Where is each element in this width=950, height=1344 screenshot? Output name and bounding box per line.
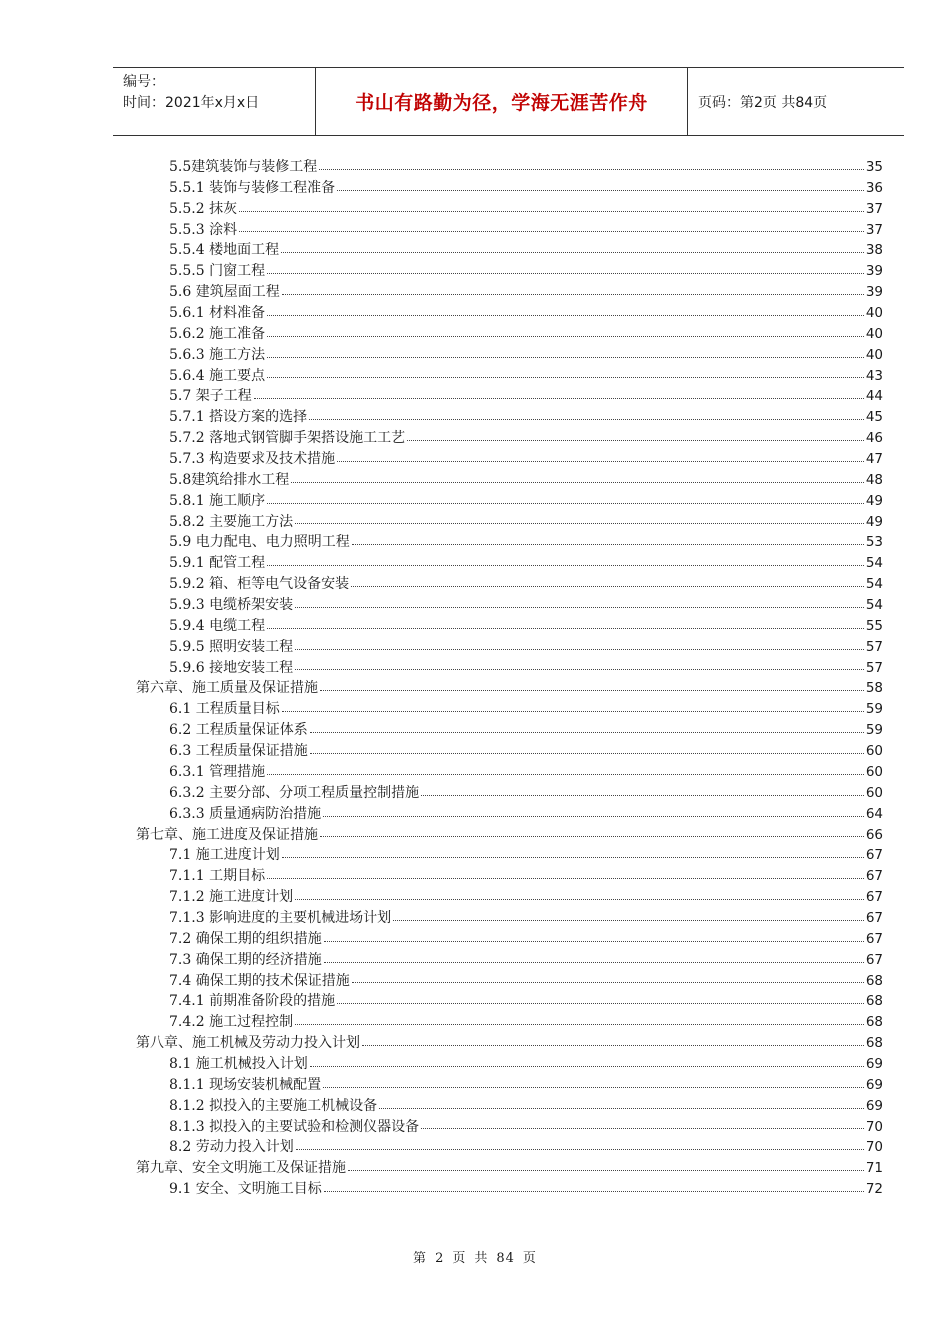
- toc-dot-leader: [319, 168, 864, 170]
- toc-entry[interactable]: [113, 845, 883, 866]
- toc-chapter-entry[interactable]: [113, 825, 883, 846]
- time-label: 时间：2021年x月x日: [123, 95, 260, 111]
- toc-entry-title: 9.1 安全、文明施工目标: [169, 1181, 322, 1198]
- toc-page-number: 49: [865, 513, 883, 530]
- toc-dot-leader: [352, 981, 864, 983]
- toc-dot-leader: [296, 1148, 864, 1150]
- toc-entry-title: 5.9.5 照明安装工程: [169, 638, 294, 655]
- toc-entry-title: 8.1.1 现场安装机械配置: [169, 1076, 322, 1093]
- toc-page-number: 55: [865, 617, 883, 634]
- toc-page-number: 48: [865, 471, 883, 488]
- toc-entry[interactable]: [113, 220, 883, 241]
- toc-entry-title: 5.6.4 施工要点: [169, 367, 266, 384]
- toc-entry-title: 5.5建筑装饰与装修工程: [169, 159, 318, 175]
- toc-page-number: 43: [865, 367, 883, 384]
- toc-page-number: 68: [865, 1014, 883, 1031]
- toc-entry-title: 5.9.2 箱、柜等电气设备安装: [169, 576, 350, 593]
- toc-entry[interactable]: [113, 720, 883, 741]
- toc-entry-title: 8.2 劳动力投入计划: [169, 1139, 294, 1156]
- toc-entry-title: 6.3.2 主要分部、分项工程质量控制措施: [169, 784, 420, 801]
- toc-entry[interactable]: [113, 1179, 883, 1200]
- toc-page-number: 40: [865, 305, 883, 322]
- toc-entry-title: 第八章、施工机械及劳动力投入计划: [136, 1035, 360, 1052]
- toc-page-number: 59: [865, 701, 883, 718]
- toc-dot-leader: [267, 627, 864, 629]
- toc-page-number: 49: [865, 492, 883, 509]
- toc-entry[interactable]: [113, 449, 883, 470]
- toc-entry-title: 第九章、安全文明施工及保证措施: [136, 1160, 346, 1177]
- toc-dot-leader: [337, 189, 864, 191]
- toc-entry-title: 5.7.2 落地式钢管脚手架搭设施工工艺: [169, 430, 406, 447]
- toc-entry-title: 5.9.3 电缆桥架安装: [169, 597, 294, 614]
- toc-page-number: 37: [865, 200, 883, 217]
- toc-page-number: 67: [865, 868, 883, 885]
- toc-page-number: 69: [865, 1055, 883, 1072]
- number-label: 编号：: [123, 74, 165, 90]
- footer-ye: 页: [452, 1251, 467, 1266]
- toc-page-number: 64: [865, 805, 883, 822]
- toc-dot-leader: [393, 919, 864, 921]
- toc-entry-title: 5.8.1 施工顺序: [169, 492, 266, 509]
- toc-dot-leader: [324, 1190, 864, 1192]
- toc-page-number: 39: [865, 284, 883, 301]
- toc-entry[interactable]: [113, 512, 883, 533]
- toc-page-number: 60: [865, 743, 883, 760]
- toc-entry[interactable]: [113, 303, 883, 324]
- toc-entry[interactable]: [113, 637, 883, 658]
- toc-page-number: 67: [865, 909, 883, 926]
- toc-dot-leader: [421, 794, 864, 796]
- toc-entry-title: 5.7.3 构造要求及技术措施: [169, 451, 336, 468]
- toc-page-number: 67: [865, 951, 883, 968]
- toc-entry-title: 5.6 建筑屋面工程: [169, 284, 280, 301]
- toc-page-number: 68: [865, 1035, 883, 1052]
- toc-entry-title: 8.1 施工机械投入计划: [169, 1055, 308, 1072]
- toc-page-number: 59: [865, 722, 883, 739]
- toc-entry[interactable]: [113, 261, 883, 282]
- header-meta: [113, 68, 315, 135]
- toc-entry[interactable]: [113, 699, 883, 720]
- toc-dot-leader: [254, 397, 864, 399]
- toc-entry[interactable]: [113, 762, 883, 783]
- toc-dot-leader: [323, 815, 864, 817]
- toc-page-number: 36: [865, 179, 883, 196]
- toc-entry[interactable]: [113, 199, 883, 220]
- toc-dot-leader: [295, 606, 864, 608]
- toc-entry-title: 7.4.2 施工过程控制: [169, 1014, 294, 1031]
- toc-page-number: 67: [865, 889, 883, 906]
- footer-gong: 共: [474, 1251, 489, 1266]
- toc-entry-title: 7.1.2 施工进度计划: [169, 889, 294, 906]
- toc-entry-title: 7.4 确保工期的技术保证措施: [169, 972, 350, 989]
- toc-entry-title: 7.2 确保工期的组织措施: [169, 930, 322, 947]
- toc-dot-leader: [337, 460, 864, 462]
- toc-entry[interactable]: [113, 407, 883, 428]
- toc-entry[interactable]: [113, 428, 883, 449]
- toc-entry[interactable]: [113, 553, 883, 574]
- toc-page-number: 46: [865, 430, 883, 447]
- header-page-info: 页码：第2页 共84页: [698, 94, 828, 111]
- toc-entry[interactable]: [113, 366, 883, 387]
- toc-dot-leader: [267, 376, 864, 378]
- toc-entry-title: 5.5.1 装饰与装修工程准备: [169, 179, 336, 196]
- toc-entry[interactable]: [113, 157, 883, 178]
- toc-entry[interactable]: [113, 595, 883, 616]
- toc-entry[interactable]: [113, 178, 883, 199]
- toc-entry-title: 5.6.2 施工准备: [169, 325, 266, 342]
- toc-entry-title: 第六章、施工质量及保证措施: [136, 680, 318, 697]
- toc-entry-title: 5.5.4 楼地面工程: [169, 242, 280, 259]
- table-of-contents: [113, 157, 883, 1200]
- toc-page-number: 53: [865, 534, 883, 551]
- toc-entry-title: 5.9.4 电缆工程: [169, 617, 266, 634]
- toc-entry[interactable]: [113, 1012, 883, 1033]
- toc-entry[interactable]: [113, 282, 883, 303]
- toc-entry[interactable]: [113, 1075, 883, 1096]
- toc-chapter-entry[interactable]: [113, 1158, 883, 1179]
- toc-entry[interactable]: [113, 1117, 883, 1138]
- toc-dot-leader: [295, 648, 864, 650]
- toc-entry[interactable]: [113, 574, 883, 595]
- page-header: [113, 67, 904, 136]
- toc-dot-leader: [320, 689, 864, 691]
- toc-entry-title: 6.3.3 质量通病防治措施: [169, 805, 322, 822]
- toc-dot-leader: [267, 314, 864, 316]
- toc-entry[interactable]: [113, 866, 883, 887]
- toc-entry[interactable]: [113, 1137, 883, 1158]
- toc-entry-title: 7.1.3 影响进度的主要机械进场计划: [169, 909, 392, 926]
- toc-dot-leader: [324, 940, 864, 942]
- toc-dot-leader: [320, 835, 864, 837]
- toc-page-number: 58: [865, 680, 883, 697]
- toc-page-number: 70: [865, 1139, 883, 1156]
- toc-entry-title: 第七章、施工进度及保证措施: [136, 826, 318, 843]
- toc-dot-leader: [310, 1065, 864, 1067]
- toc-entry-title: 7.1.1 工期目标: [169, 868, 266, 885]
- toc-dot-leader: [282, 710, 864, 712]
- toc-page-number: 69: [865, 1097, 883, 1114]
- toc-page-number: 57: [865, 659, 883, 676]
- toc-entry-title: 5.9 电力配电、电力照明工程: [169, 534, 350, 551]
- toc-dot-leader: [309, 418, 864, 420]
- toc-dot-leader: [267, 335, 864, 337]
- toc-entry-title: 6.1 工程质量目标: [169, 701, 280, 718]
- toc-entry[interactable]: [113, 345, 883, 366]
- toc-dot-leader: [379, 1107, 864, 1109]
- toc-entry-title: 6.2 工程质量保证体系: [169, 722, 308, 739]
- toc-entry[interactable]: [113, 929, 883, 950]
- toc-dot-leader: [239, 210, 864, 212]
- toc-page-number: 70: [865, 1118, 883, 1135]
- toc-dot-leader: [295, 1023, 864, 1025]
- toc-entry[interactable]: [113, 908, 883, 929]
- toc-entry[interactable]: [113, 470, 883, 491]
- toc-entry[interactable]: [113, 971, 883, 992]
- toc-entry-title: 5.9.1 配管工程: [169, 555, 266, 572]
- toc-dot-leader: [323, 1086, 864, 1088]
- toc-entry[interactable]: [113, 1096, 883, 1117]
- toc-entry-title: 5.5.5 门窗工程: [169, 263, 266, 280]
- header-motto: 书山有路勤为径，学海无涯苦作舟: [315, 68, 688, 135]
- toc-page-number: 66: [865, 826, 883, 843]
- toc-dot-leader: [239, 230, 864, 232]
- toc-dot-leader: [310, 752, 864, 754]
- toc-entry[interactable]: [113, 658, 883, 679]
- toc-page-number: 71: [865, 1160, 883, 1177]
- footer-total-pages: 84: [496, 1251, 515, 1266]
- toc-page-number: 57: [865, 638, 883, 655]
- toc-entry[interactable]: [113, 887, 883, 908]
- toc-entry-title: 5.7 架子工程: [169, 388, 252, 405]
- toc-dot-leader: [324, 961, 864, 963]
- toc-entry[interactable]: [113, 240, 883, 261]
- toc-entry[interactable]: [113, 991, 883, 1012]
- toc-dot-leader: [267, 272, 864, 274]
- toc-entry-title: 7.3 确保工期的经济措施: [169, 951, 322, 968]
- toc-entry-title: 5.7.1 搭设方案的选择: [169, 409, 308, 426]
- toc-entry[interactable]: [113, 950, 883, 971]
- toc-dot-leader: [267, 502, 864, 504]
- toc-entry[interactable]: [113, 1054, 883, 1075]
- toc-chapter-entry[interactable]: [113, 678, 883, 699]
- toc-dot-leader: [310, 731, 864, 733]
- toc-entry-title: 6.3.1 管理措施: [169, 763, 266, 780]
- toc-dot-leader: [267, 773, 864, 775]
- toc-page-number: 39: [865, 263, 883, 280]
- footer-di: 第: [413, 1251, 428, 1266]
- toc-page-number: 54: [865, 597, 883, 614]
- toc-dot-leader: [337, 1002, 864, 1004]
- toc-page-number: 45: [865, 409, 883, 426]
- toc-page-number: 60: [865, 784, 883, 801]
- toc-dot-leader: [281, 251, 864, 253]
- toc-page-number: 35: [865, 159, 883, 175]
- toc-page-number: 37: [865, 221, 883, 238]
- toc-page-number: 60: [865, 763, 883, 780]
- toc-dot-leader: [295, 898, 864, 900]
- toc-dot-leader: [282, 856, 864, 858]
- toc-entry-title: 5.6.1 材料准备: [169, 305, 266, 322]
- toc-entry-title: 5.5.2 抹灰: [169, 200, 238, 217]
- toc-dot-leader: [348, 1169, 864, 1171]
- toc-entry-title: 5.5.3 涂料: [169, 221, 238, 238]
- toc-entry-title: 7.4.1 前期准备阶段的措施: [169, 993, 336, 1010]
- toc-page-number: 69: [865, 1076, 883, 1093]
- toc-entry-title: 8.1.3 拟投入的主要试验和检测仪器设备: [169, 1118, 420, 1135]
- toc-page-number: 44: [865, 388, 883, 405]
- toc-page-number: 54: [865, 555, 883, 572]
- toc-page-number: 54: [865, 576, 883, 593]
- toc-entry[interactable]: [113, 532, 883, 553]
- toc-entry[interactable]: [113, 386, 883, 407]
- toc-entry-title: 8.1.2 拟投入的主要施工机械设备: [169, 1097, 378, 1114]
- toc-dot-leader: [421, 1127, 864, 1129]
- toc-entry-title: 7.1 施工进度计划: [169, 847, 280, 864]
- toc-entry[interactable]: [113, 741, 883, 762]
- toc-page-number: 67: [865, 930, 883, 947]
- footer-page-number: 2: [435, 1251, 445, 1266]
- toc-dot-leader: [291, 481, 864, 483]
- toc-dot-leader: [267, 564, 864, 566]
- toc-dot-leader: [362, 1044, 864, 1046]
- toc-entry-title: 6.3 工程质量保证措施: [169, 743, 308, 760]
- toc-dot-leader: [351, 585, 864, 587]
- toc-entry[interactable]: [113, 616, 883, 637]
- toc-entry[interactable]: [113, 324, 883, 345]
- toc-dot-leader: [267, 877, 864, 879]
- toc-entry-title: 5.8建筑给排水工程: [169, 471, 290, 488]
- page-footer: [0, 1247, 950, 1266]
- toc-page-number: 40: [865, 325, 883, 342]
- toc-page-number: 40: [865, 346, 883, 363]
- toc-dot-leader: [282, 293, 864, 295]
- toc-page-number: 68: [865, 972, 883, 989]
- toc-entry[interactable]: [113, 783, 883, 804]
- toc-page-number: 72: [865, 1181, 883, 1198]
- toc-page-number: 67: [865, 847, 883, 864]
- toc-dot-leader: [295, 668, 864, 670]
- toc-entry-title: 5.6.3 施工方法: [169, 346, 266, 363]
- toc-page-number: 38: [865, 242, 883, 259]
- toc-dot-leader: [407, 439, 864, 441]
- toc-dot-leader: [267, 356, 864, 358]
- footer-ye2: 页: [522, 1251, 537, 1266]
- toc-entry-title: 5.9.6 接地安装工程: [169, 659, 294, 676]
- toc-entry[interactable]: [113, 804, 883, 825]
- toc-dot-leader: [295, 522, 864, 524]
- toc-page-number: 47: [865, 451, 883, 468]
- toc-entry-title: 5.8.2 主要施工方法: [169, 513, 294, 530]
- toc-dot-leader: [352, 543, 864, 545]
- toc-page-number: 68: [865, 993, 883, 1010]
- toc-chapter-entry[interactable]: [113, 1033, 883, 1054]
- toc-entry[interactable]: [113, 491, 883, 512]
